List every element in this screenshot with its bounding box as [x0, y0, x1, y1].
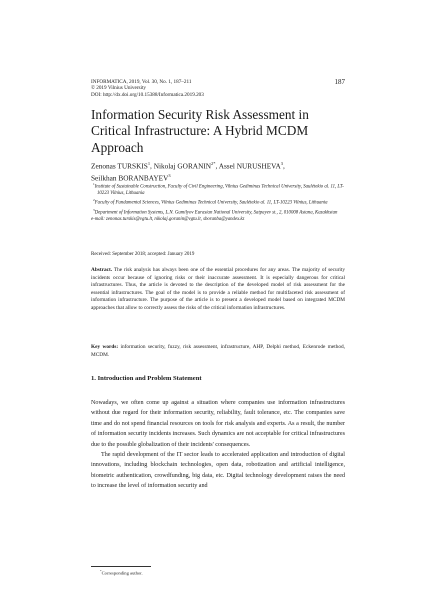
author-sup: 3	[280, 161, 283, 166]
doi-line: DOI: http://dx.doi.org/10.15388/Informatica.2019.203	[91, 91, 204, 98]
received-dates: Received: September 2018; accepted: January 2019	[91, 252, 195, 257]
paragraph: The rapid development of the IT sector leads to accelerated application and introduction of digital innovations, including blockchain technologies, open data, robotization and artificial intelligence, biometric authentication, crowdfunding, big data, etc. Digital technology development raises the need to increase the level of information security and	[91, 452, 345, 490]
affiliation-sup: 3	[93, 208, 95, 213]
footnote-text: Corresponding author.	[101, 570, 143, 576]
affiliation-text: Department of Information Systems, L.N. Gumilyov Eurasian National University, Satpayev st., 2, 010008 Astana, Kazakhstan	[94, 211, 338, 216]
author-name: Seilkhan BORANBAYEV	[91, 173, 169, 183]
body-text	[91, 398, 345, 492]
affiliation	[91, 197, 351, 207]
email-line: e-mail: zenonas.turskis@vgtu.lt, nikolaj.goranin@vgtu.lt, sboranba@yandex.kz	[91, 217, 245, 223]
section-heading: 1. Introduction and Problem Statement	[91, 375, 202, 382]
author-sup: 3	[168, 173, 171, 179]
journal-line: INFORMATICA, 2019, Vol. 30, No. 1, 187–211	[91, 79, 192, 85]
author-name: Zenonas TURSKIS	[91, 161, 148, 171]
keywords-text: information security, fuzzy, risk assessment, infrastructure, AHP, Delphi method, Eckenrode method, MCDM.	[91, 344, 346, 358]
paragraph: Nowadays, we often come up against a situation where companies use information infrastructures without due regard for their information security, reliability, fault tolerance, etc. The companies save time and do not spend financial resources on tools for risk analysis and experts. As a result, the number of information security incidents increases. Such dynamics are not acceptable for critical infrastructures due to the possible globalization of their incidents' consequences.	[91, 400, 345, 448]
affiliation-sup: 2	[93, 198, 95, 203]
author-name: Assel NURUSHEVA	[218, 161, 281, 171]
journal-header	[91, 79, 345, 98]
affiliation-text: Institute of Sustainable Construction, Faculty of Civil Engineering, Vilnius Gediminas Technical University, Saulėtekio al. 11, LT-10223 Vilnius, Lithuania	[94, 184, 344, 196]
author-name: Nikolaj GORANIN	[153, 161, 212, 171]
page-number: 187	[334, 78, 345, 86]
abstract-text: The risk analysis has always been one of the essential procedures for any areas. The majority of security incidents occur because of ignoring risks or their inaccurate assessment. It is especially dangerous for critical infrastructures. Thus, the article is devoted to the description of the developed model of risk assessment for the essential infrastructures. The goal of the model is to provide a reliable method for multifaceted risk assessment of information infrastructure. The purpose of the article is to present a developed model based on integrated MCDM approaches that allow to correctly assess the risks of the critical information infrastructures.	[91, 267, 346, 311]
copyright-line: © 2019 Vilnius University	[91, 85, 146, 92]
affiliations	[91, 181, 351, 224]
affiliation	[91, 181, 351, 197]
author-sup: 2*	[211, 161, 216, 166]
abstract-label: Abstract.	[91, 267, 113, 273]
affiliation-sup: 1	[93, 182, 95, 186]
keywords-label: Key words:	[91, 344, 119, 350]
affiliation	[91, 207, 351, 217]
abstract	[91, 267, 345, 313]
affiliation-text: Faculty of Fundamental Sciences, Vilnius Gediminas Technical University, Saulėtekio al. 11, LT-10223 Vilnius, Lithuania	[94, 201, 328, 206]
footnote-rule	[91, 566, 151, 567]
footnote-sup: *	[100, 569, 102, 573]
keywords	[91, 344, 345, 359]
author-list: Zenonas TURSKIS$^1$, Nikolaj $GORANIN^{2*}$, Assel NURUSHEVA$^3$, Seilkhan BORANBAYEV$^3$	[91, 161, 285, 183]
author-sup: 1	[147, 161, 151, 166]
footnote	[100, 569, 143, 576]
paper-title: Information Security Risk Assessment in Critical Infrastructure: A Hybrid MCDM Approach	[91, 107, 309, 155]
